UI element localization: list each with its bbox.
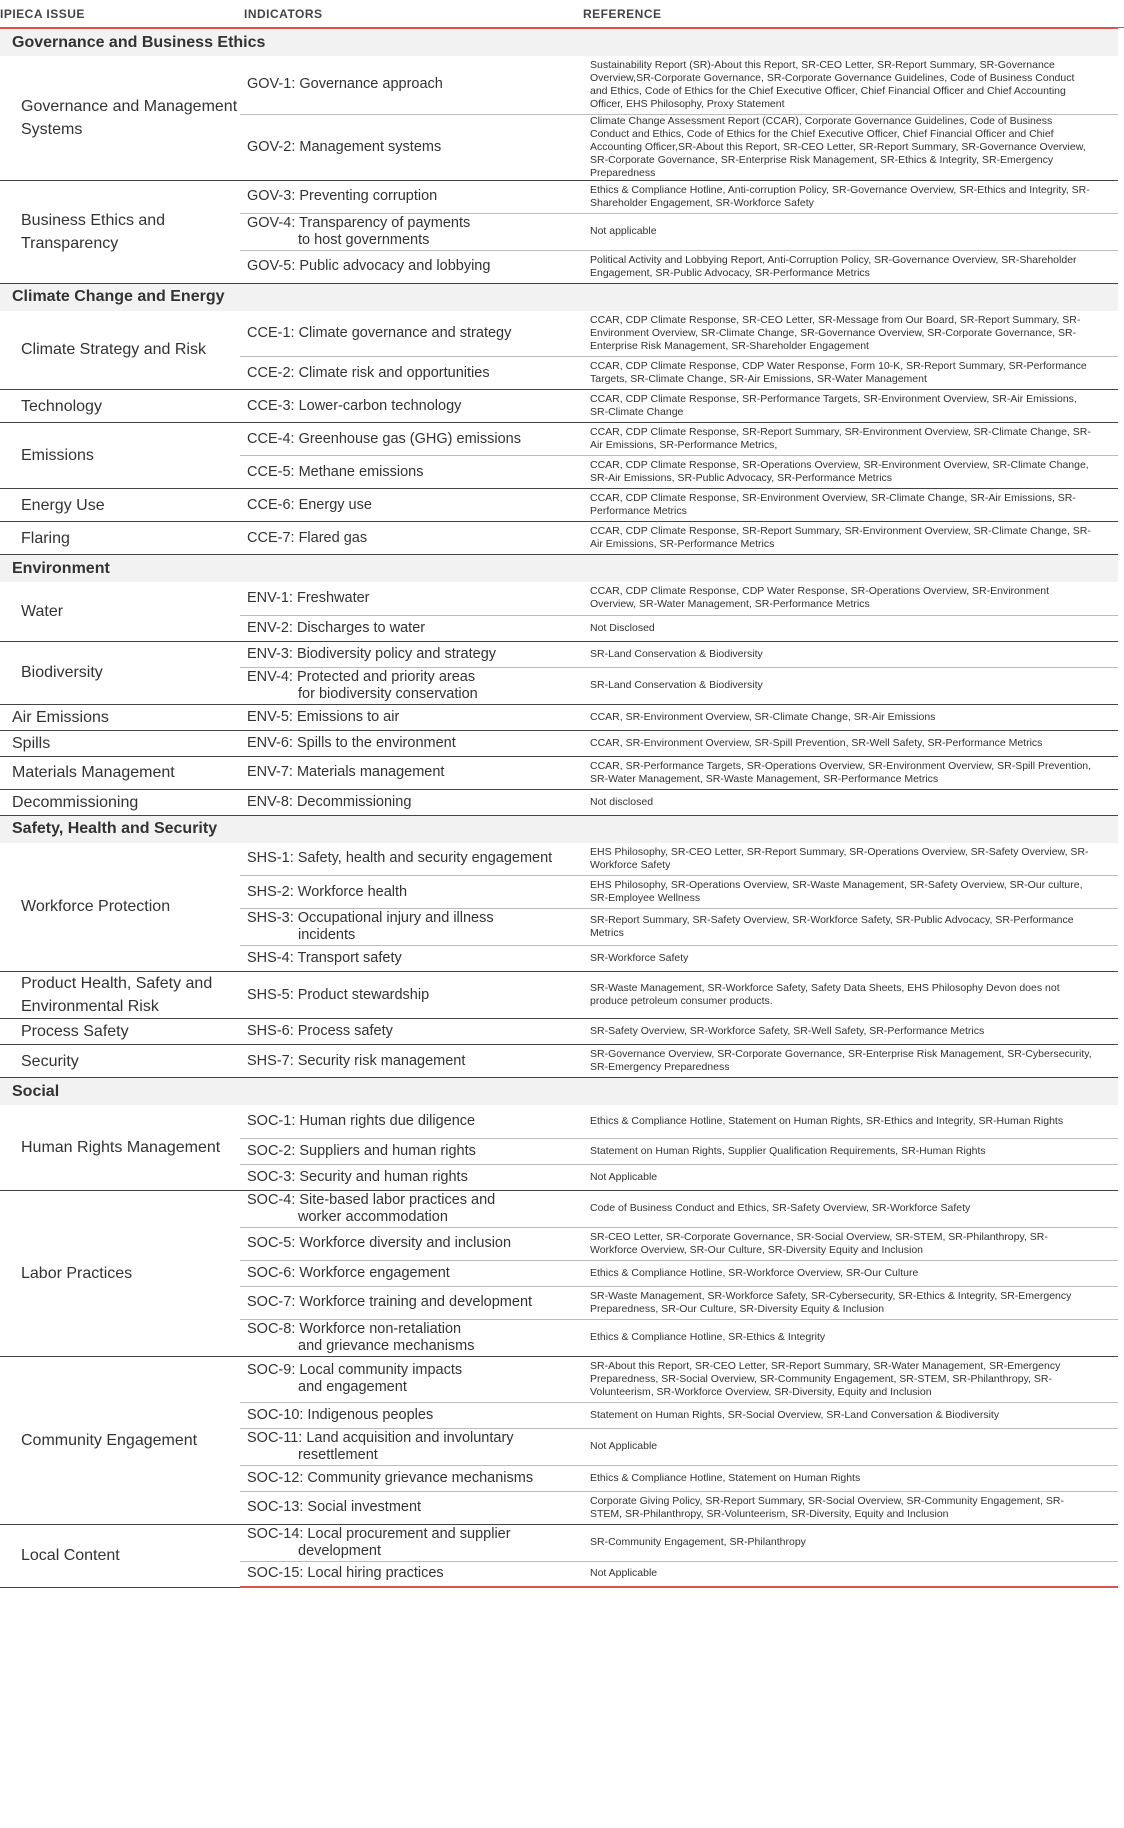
reference-cell: CCAR, CDP Climate Response, SR-Environment Overview, SR-Climate Change, SR-Air Emissions, SR-Performance Metrics <box>582 489 1118 522</box>
reference-cell: Statement on Human Rights, Supplier Qualification Requirements, SR-Human Rights <box>582 1138 1118 1164</box>
reference-cell: CCAR, CDP Climate Response, CDP Water Response, Form 10-K, SR-Report Summary, SR-Performance Targets, SR-Climate Change, SR-Air Emissions, SR-Water Management <box>582 357 1118 390</box>
reference-cell: CCAR, CDP Climate Response, SR-Operations Overview, SR-Environment Overview, SR-Climate Change, SR-Air Emissions, SR-Public Advocacy, SR-Performance Metrics <box>582 456 1118 489</box>
indicator-cell <box>240 1491 582 1524</box>
reference-cell: SR-CEO Letter, SR-Corporate Governance, SR-Social Overview, SR-STEM, SR-Philanthropy, SR-Workforce Overview, SR-Our Culture, SR-Diversity Equity and Inclusion <box>582 1227 1118 1260</box>
indicator-label: SOC-1: Human rights due diligence <box>247 1112 476 1129</box>
indicator-label: SOC-6: Workforce engagement <box>247 1264 450 1281</box>
reference-cell: Not disclosed <box>582 789 1118 815</box>
reference-cell: Ethics & Compliance Hotline, SR-Ethics & Integrity <box>582 1319 1118 1356</box>
indicator-label: SOC-12: Community grievance mechanisms <box>247 1469 534 1486</box>
indicator-label: ENV-5: Emissions to air <box>247 708 400 725</box>
reference-cell: Climate Change Assessment Report (CCAR), Corporate Governance Guidelines, Code of Business Conduct and Ethics, Code of Ethics for the Chief Executive Officer, Chief Financial Officer and Chief Accounting Officer,SR-About this Report, SR-CEO Letter, SR-Report Summary, SR-Governance Overview, SR-Corporate Governance, SR-Enterprise Risk Management, SR-Ethics & Integrity, SR-Emergency Preparedness <box>582 114 1118 180</box>
issue-cell: Materials Management <box>0 756 240 789</box>
reference-cell: CCAR, CDP Climate Response, SR-Report Summary, SR-Environment Overview, SR-Climate Change, SR-Air Emissions, SR-Performance Metrics <box>582 522 1118 555</box>
reference-cell: SR-Land Conservation & Biodiversity <box>582 641 1118 667</box>
indicator-cell <box>240 641 582 667</box>
table-row <box>0 730 1118 756</box>
indicator-label: SOC-8: Workforce non-retaliation <box>247 1320 462 1337</box>
issue-cell: Decommissioning <box>0 789 240 815</box>
issue-cell: Air Emissions <box>0 704 240 730</box>
indicator-label: SOC-4: Site-based labor practices and <box>247 1191 496 1208</box>
indicator-label: SOC-15: Local hiring practices <box>247 1565 444 1582</box>
reference-cell: Not applicable <box>582 213 1118 250</box>
indicator-cell <box>240 1356 582 1402</box>
indicator-label-continued: for biodiversity conservation <box>298 685 478 702</box>
indicator-label: ENV-6: Spills to the environment <box>247 734 456 751</box>
reference-cell: SR-Governance Overview, SR-Corporate Governance, SR-Enterprise Risk Management, SR-Cybersecurity, SR-Emergency Preparedness <box>582 1045 1118 1078</box>
header-indicators: INDICATORS <box>244 7 323 21</box>
reference-cell: CCAR, SR-Environment Overview, SR-Climate Change, SR-Air Emissions <box>582 704 1118 730</box>
indicator-label: GOV-2: Management systems <box>247 138 442 155</box>
issue-cell: Labor Practices <box>0 1190 240 1356</box>
header-issue: IPIECA ISSUE <box>0 7 85 21</box>
table-row <box>0 489 1118 522</box>
issue-cell: Process Safety <box>0 1019 240 1045</box>
table-row <box>0 972 1118 1019</box>
indicator-cell <box>240 489 582 522</box>
section-title: Safety, Health and Security <box>0 815 1118 843</box>
reference-cell: Political Activity and Lobbying Report, Anti-Corruption Policy, SR-Governance Overview, SR-Shareholder Engagement, SR-Public Advocacy, SR-Performance Metrics <box>582 250 1118 283</box>
issue-cell: Biodiversity <box>0 641 240 704</box>
reference-cell: SR-About this Report, SR-CEO Letter, SR-Report Summary, SR-Water Management, SR-Emergency Preparedness, SR-Social Overview, SR-Community Engagement, SR-STEM, SR-Philanthropy, SR-Volunteerism, SR-Workforce Overview, SR-Diversity, Equity and Inclusion <box>582 1356 1118 1402</box>
indicator-label-continued: incidents <box>298 927 356 943</box>
table-row <box>0 641 1118 667</box>
indicator-label: CCE-4: Greenhouse gas (GHG) emissions <box>247 430 521 447</box>
column-header-row <box>0 0 1124 28</box>
indicator-cell <box>240 423 582 456</box>
indicator-label: SOC-3: Security and human rights <box>247 1168 468 1185</box>
issue-cell: Human Rights Management <box>0 1105 240 1190</box>
indicator-label: ENV-7: Materials management <box>247 764 445 780</box>
indicator-label-continued: development <box>298 1542 382 1559</box>
reference-cell: Corporate Giving Policy, SR-Report Summary, SR-Social Overview, SR-Community Engagement, SR-STEM, SR-Philanthropy, SR-Volunteerism, SR-Diversity, Equity and Inclusion <box>582 1491 1118 1524</box>
reference-cell: CCAR, CDP Climate Response, CDP Water Response, SR-Operations Overview, SR-Environment Overview, SR-Water Management, SR-Performance Metrics <box>582 582 1118 615</box>
indicator-cell <box>240 311 582 357</box>
indicator-cell <box>240 114 582 180</box>
section-header-row <box>0 555 1118 583</box>
section-header-row <box>0 283 1118 311</box>
indicator-label-continued: resettlement <box>298 1446 378 1463</box>
indicator-cell <box>240 704 582 730</box>
indicator-label-continued: worker accommodation <box>298 1208 448 1225</box>
indicator-cell <box>240 843 582 876</box>
indicator-cell <box>240 1465 582 1491</box>
reference-cell: SR-Waste Management, SR-Workforce Safety, SR-Cybersecurity, SR-Ethics & Integrity, SR-Emergency Preparedness, SR-Our Culture, SR-Diversity Equity & Inclusion <box>582 1286 1118 1319</box>
reference-cell: SR-Waste Management, SR-Workforce Safety, Safety Data Sheets, EHS Philosophy Devon does not produce petroleum consumer products. <box>582 972 1118 1019</box>
reference-cell: Not Applicable <box>582 1561 1118 1587</box>
issue-cell: Workforce Protection <box>0 843 240 972</box>
indicator-cell <box>240 909 582 946</box>
indicator-label: ENV-2: Discharges to water <box>247 619 426 636</box>
table-row <box>0 311 1118 357</box>
issue-cell: Community Engagement <box>0 1356 240 1524</box>
indicator-label: ENV-8: Decommissioning <box>247 793 412 810</box>
indicator-label: CCE-1: Climate governance and strategy <box>247 324 512 341</box>
indicator-cell <box>240 250 582 283</box>
indicator-label: SOC-2: Suppliers and human rights <box>247 1142 476 1159</box>
indicator-label: SHS-3: Occupational injury and illness <box>247 910 494 926</box>
ipieca-index-table <box>0 28 1118 1588</box>
indicator-label: GOV-5: Public advocacy and lobbying <box>247 258 491 274</box>
indicator-cell <box>240 789 582 815</box>
reference-cell: CCAR, CDP Climate Response, SR-Report Summary, SR-Environment Overview, SR-Climate Change, SR-Air Emissions, SR-Performance Metrics, <box>582 423 1118 456</box>
reference-cell: Code of Business Conduct and Ethics, SR-Safety Overview, SR-Workforce Safety <box>582 1190 1118 1227</box>
table-row <box>0 423 1118 456</box>
indicator-label: SOC-14: Local procurement and supplier <box>247 1525 511 1542</box>
table-row <box>0 756 1118 789</box>
indicator-label: ENV-3: Biodiversity policy and strategy <box>247 645 497 662</box>
table-row <box>0 56 1118 114</box>
issue-cell: Technology <box>0 390 240 423</box>
indicator-cell <box>240 1019 582 1045</box>
reference-cell: Ethics & Compliance Hotline, SR-Workforce Overview, SR-Our Culture <box>582 1260 1118 1286</box>
issue-cell: Flaring <box>0 522 240 555</box>
indicator-cell <box>240 1260 582 1286</box>
indicator-cell <box>240 180 582 213</box>
indicator-cell <box>240 1524 582 1561</box>
indicator-cell <box>240 1561 582 1587</box>
reference-cell: Ethics & Compliance Hotline, Statement on Human Rights, SR-Ethics and Integrity, SR-Human Rights <box>582 1105 1118 1138</box>
reference-cell: CCAR, CDP Climate Response, SR-CEO Letter, SR-Message from Our Board, SR-Report Summary, SR-Environment Overview, SR-Climate Change, SR-Governance Overview, SR-Corporate Governance, SR-Enterprise Risk Management, SR-Shareholder Engagement <box>582 311 1118 357</box>
table-row <box>0 582 1118 615</box>
indicator-label-continued: and engagement <box>298 1379 407 1395</box>
reference-cell: EHS Philosophy, SR-CEO Letter, SR-Report Summary, SR-Operations Overview, SR-Safety Overview, SR-Workforce Safety <box>582 843 1118 876</box>
indicator-cell <box>240 1138 582 1164</box>
reference-cell: Not Disclosed <box>582 615 1118 641</box>
indicator-label: SOC-5: Workforce diversity and inclusion <box>247 1235 512 1251</box>
indicator-label: CCE-6: Energy use <box>247 496 372 513</box>
reference-cell: Ethics & Compliance Hotline, Anti-corruption Policy, SR-Governance Overview, SR-Ethics and Integrity, SR-Shareholder Engagement, SR-Workforce Safety <box>582 180 1118 213</box>
reference-cell: SR-Safety Overview, SR-Workforce Safety, SR-Well Safety, SR-Performance Metrics <box>582 1019 1118 1045</box>
reference-cell: CCAR, CDP Climate Response, SR-Performance Targets, SR-Environment Overview, SR-Air Emissions, SR-Climate Change <box>582 390 1118 423</box>
reference-cell: Sustainability Report (SR)-About this Report, SR-CEO Letter, SR-Report Summary, SR-Governance Overview,SR-Corporate Governance, SR-Corporate Governance Guidelines, Code of Business Conduct and Ethics, Code of Ethics for the Chief Executive Officer, Chief Financial Officer and Chief Accounting Officer, EHS Philosophy, Proxy Statement <box>582 56 1118 114</box>
indicator-cell <box>240 582 582 615</box>
table-row <box>0 1019 1118 1045</box>
indicator-cell <box>240 730 582 756</box>
issue-cell: Emissions <box>0 423 240 489</box>
table-row <box>0 1045 1118 1078</box>
indicator-label: SOC-9: Local community impacts <box>247 1362 463 1378</box>
indicator-label: GOV-1: Governance approach <box>247 76 443 93</box>
reference-cell: SR-Community Engagement, SR-Philanthropy <box>582 1524 1118 1561</box>
indicator-cell <box>240 876 582 909</box>
indicator-label: SHS-6: Process safety <box>247 1023 393 1039</box>
issue-cell: Water <box>0 582 240 641</box>
indicator-label: SHS-2: Workforce health <box>247 883 408 900</box>
indicator-cell <box>240 1045 582 1078</box>
issue-cell: Spills <box>0 730 240 756</box>
issue-cell: Governance and Management Systems <box>0 56 240 180</box>
indicator-label: CCE-3: Lower-carbon technology <box>247 397 462 414</box>
section-title: Governance and Business Ethics <box>0 29 1118 57</box>
reference-cell: Ethics & Compliance Hotline, Statement on Human Rights <box>582 1465 1118 1491</box>
issue-cell: Security <box>0 1045 240 1078</box>
indicator-label: SHS-1: Safety, health and security engagement <box>247 850 553 867</box>
reference-cell: EHS Philosophy, SR-Operations Overview, SR-Waste Management, SR-Safety Overview, SR-Our culture, SR-Employee Wellness <box>582 876 1118 909</box>
issue-cell: Business Ethics and Transparency <box>0 180 240 283</box>
indicator-label: SOC-11: Land acquisition and involuntary <box>247 1429 514 1446</box>
section-title: Climate Change and Energy <box>0 283 1118 311</box>
indicator-cell <box>240 213 582 250</box>
indicator-cell <box>240 756 582 789</box>
indicator-cell <box>240 667 582 704</box>
table-row <box>0 180 1118 213</box>
indicator-label: CCE-5: Methane emissions <box>247 463 424 480</box>
table-row <box>0 1524 1118 1561</box>
indicator-cell <box>240 56 582 114</box>
table-row <box>0 1356 1118 1402</box>
table-row <box>0 390 1118 423</box>
indicator-label: GOV-3: Preventing corruption <box>247 188 438 204</box>
indicator-label: CCE-7: Flared gas <box>247 529 368 546</box>
indicator-cell <box>240 1286 582 1319</box>
indicator-cell <box>240 1428 582 1465</box>
issue-cell: Product Health, Safety and Environmental Risk <box>0 972 240 1019</box>
issue-cell: Energy Use <box>0 489 240 522</box>
section-header-row <box>0 1078 1118 1106</box>
indicator-label: SOC-7: Workforce training and development <box>247 1294 533 1310</box>
indicator-label: SOC-13: Social investment <box>247 1499 422 1515</box>
indicator-cell <box>240 972 582 1019</box>
indicator-cell <box>240 615 582 641</box>
indicator-label: SOC-10: Indigenous peoples <box>247 1406 434 1423</box>
table-row <box>0 1190 1118 1227</box>
indicator-label: CCE-2: Climate risk and opportunities <box>247 364 490 381</box>
table-row <box>0 1105 1118 1138</box>
indicator-cell <box>240 1319 582 1356</box>
indicator-cell <box>240 1190 582 1227</box>
header-reference: REFERENCE <box>583 7 662 21</box>
reference-cell: SR-Report Summary, SR-Safety Overview, SR-Workforce Safety, SR-Public Advocacy, SR-Performance Metrics <box>582 909 1118 946</box>
section-header-row <box>0 29 1118 57</box>
reference-cell: SR-Workforce Safety <box>582 946 1118 972</box>
indicator-cell <box>240 1227 582 1260</box>
indicator-cell <box>240 1164 582 1190</box>
indicator-label: SHS-7: Security risk management <box>247 1052 466 1069</box>
indicator-label-continued: and grievance mechanisms <box>298 1337 475 1354</box>
issue-cell: Climate Strategy and Risk <box>0 311 240 390</box>
indicator-cell <box>240 390 582 423</box>
table-row <box>0 789 1118 815</box>
indicator-label: SHS-5: Product stewardship <box>247 986 430 1003</box>
reference-cell: Not Applicable <box>582 1164 1118 1190</box>
indicator-cell <box>240 1105 582 1138</box>
issue-cell: Local Content <box>0 1524 240 1587</box>
indicator-label: GOV-4: Transparency of payments <box>247 214 471 231</box>
indicator-cell <box>240 522 582 555</box>
table-row <box>0 843 1118 876</box>
reference-cell: SR-Land Conservation & Biodiversity <box>582 667 1118 704</box>
indicator-label: ENV-1: Freshwater <box>247 589 370 606</box>
section-title: Environment <box>0 555 1118 583</box>
indicator-label-continued: to host governments <box>298 231 430 248</box>
indicator-label: SHS-4: Transport safety <box>247 950 402 966</box>
indicator-label: ENV-4: Protected and priority areas <box>247 668 476 685</box>
indicator-cell <box>240 456 582 489</box>
section-header-row <box>0 815 1118 843</box>
reference-cell: CCAR, SR-Performance Targets, SR-Operations Overview, SR-Environment Overview, SR-Spill Prevention, SR-Water Management, SR-Waste Management, SR-Performance Metrics <box>582 756 1118 789</box>
table-row <box>0 704 1118 730</box>
table-row <box>0 522 1118 555</box>
reference-cell: CCAR, SR-Environment Overview, SR-Spill Prevention, SR-Well Safety, SR-Performance Metrics <box>582 730 1118 756</box>
indicator-cell <box>240 946 582 972</box>
indicator-cell <box>240 1402 582 1428</box>
reference-cell: Statement on Human Rights, SR-Social Overview, SR-Land Conversation & Biodiversity <box>582 1402 1118 1428</box>
section-title: Social <box>0 1078 1118 1106</box>
reference-cell: Not Applicable <box>582 1428 1118 1465</box>
indicator-cell <box>240 357 582 390</box>
